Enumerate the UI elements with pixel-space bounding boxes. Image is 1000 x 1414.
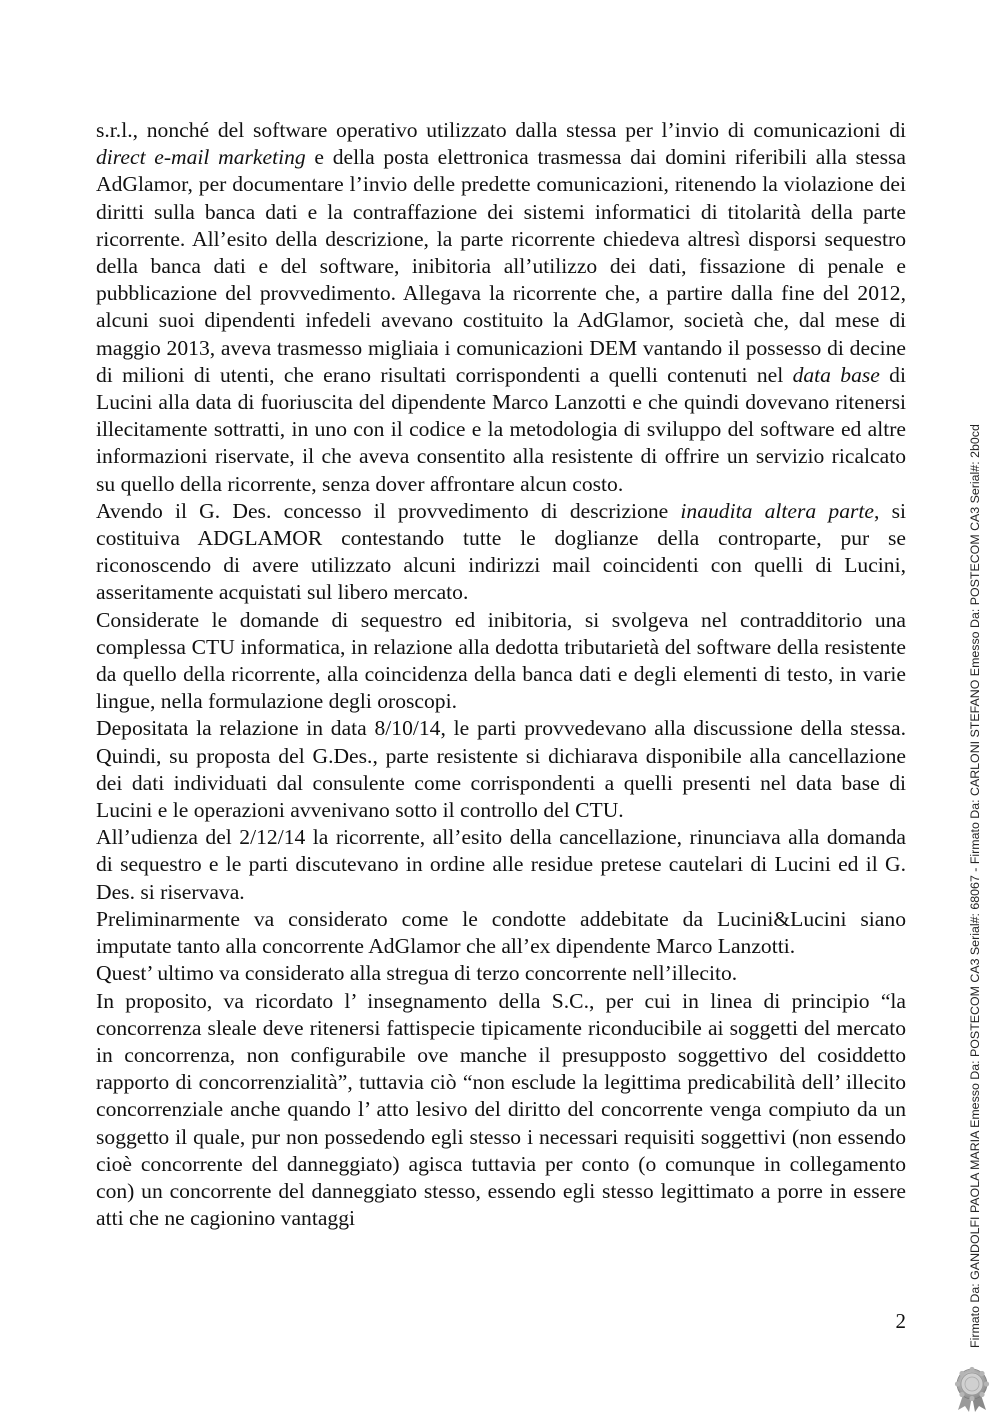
text-run: e della posta elettronica trasmessa dai domini riferibili alla stessa AdGlamor, per documentare l’invio delle predette comunicazioni, ritenendo la violazione dei diritti sulla banca dati e la contraffazione dei sistemi informatici di titolarità della parte ricorrente. All’esito della descrizione, la parte ricorrente chiedeva altresì disporsi sequestro della banca dati e del software, inibitoria all’utilizzo dei dati, fissazione di penale e pubblicazione del provvedimento. Allegava la ricorrente che, a partire dalla fine del 2012, alcuni suoi dipendenti infedeli avevano costituito la AdGlamor, società che, dal mese di maggio 2013, aveva trasmesso migliaia i comunicazioni DEM vantando il possesso di decine di milioni di utenti, che erano risultati corrispondenti a quelli contenuti nel — [96, 145, 906, 387]
paragraph — [96, 607, 906, 716]
text-run: All’udienza del 2/12/14 la ricorrente, all’esito della cancellazione, rinunciava alla domanda di sequestro e le parti discutevano in ordine alle residue pretese cautelari di Lucini ed il G. Des. si riservava. — [96, 825, 906, 904]
text-run: Avendo il G. Des. concesso il provvedimento di descrizione — [96, 498, 681, 523]
italic-term: direct e-mail marketing — [96, 145, 306, 170]
paragraph — [96, 906, 906, 960]
page-number: 2 — [895, 1309, 906, 1333]
text-run: Considerate le domande di sequestro ed inibitoria, si svolgeva nel contradditorio una complessa CTU informatica, in relazione alla dedotta tributarietà del software della resistente da quello della ricorrente, alla coincidenza della banca dati e degli elementi di testo, in varie lingue, nella formulazione degli oroscopi. — [96, 607, 906, 714]
text-run: In proposito, va ricordato l’ insegnamento della S.C., per cui in linea di principio “la concorrenza sleale deve ritenersi fattispecie tipicamente riconducibile ai soggetti del mercato in concorrenza, non configurabile ove manche il presupposto soggettivo del cosiddetto rapporto di concorrenzialità”, tuttavia ciò “non esclude la legittima predicabilità dell’ illecito concorrenziale anche quando l’ atto lesivo del diritto del concorrente venga compiuto da un soggetto il quale, pur non possedendo egli stesso i necessari requisiti soggettivi (non essendo cioè concorrente del danneggiato) agisca tuttavia per conto (o comunque in collegamento con) un concorrente del danneggiato stesso, essendo egli stesso legittimato a porre in essere atti che ne cagionino vantaggi — [96, 988, 906, 1231]
italic-term: data base — [792, 362, 880, 387]
text-run: Depositata la relazione in data 8/10/14, le parti provvedevano alla discussione della stessa. Quindi, su proposta del G.Des., parte resistente si dichiarava disponibile alla cancellazione dei dati individuati dal consulente come corrispondenti a quelli presenti nel data base di Lucini e le operazioni avvenivano sotto il controllo del CTU. — [96, 716, 906, 823]
paragraph — [96, 824, 906, 906]
text-run: s.r.l., nonché del software operativo utilizzato dalla stessa per l’invio di comunicazioni di — [96, 118, 906, 142]
text-run: Preliminarmente va considerato come le condotte addebitate da Lucini&Lucini siano imputate tanto alla concorrente AdGlamor che all’ex dipendente Marco Lanzotti. — [96, 906, 906, 959]
text-run: Quest’ ultimo va considerato alla stregua di terzo concorrente nell’illecito. — [96, 961, 738, 986]
document-body — [96, 117, 906, 1232]
paragraph — [96, 117, 906, 498]
text-run: di Lucini alla data di fuoriuscita del dipendente Marco Lanzotti e che quindi dovevano ritenersi illecitamente sottratti, in uno con il codice e la metodologia di sviluppo del software ed altre informazioni riservate, il che aveva consentito alla resistente di offrire un servizio ricalcato su quello della ricorrente, senza dover affrontare alcun costo. — [96, 362, 906, 496]
paragraph — [96, 960, 906, 987]
italic-term: inaudita altera parte — [680, 498, 874, 523]
digital-signature-strip: Firmato Da: GANDOLFI PAOLA MARIA Emesso Da: POSTECOM CA3 Serial#: 68067 - Firmato Da: CARLONI STEFANO Emesso Da: POSTECOM CA3 Serial#: 2b0cd — [968, 424, 982, 1348]
paragraph — [96, 498, 906, 607]
paragraph — [96, 715, 906, 824]
text-run: , si costituiva ADGLAMOR contestando tutte le doglianze della controparte, pur se riconoscendo di avere utilizzato alcuni indirizzi mail coincidenti con quelli di Lucini, asseritamente acquistati sul libero mercato. — [96, 498, 906, 605]
certificate-seal-icon — [950, 1366, 994, 1412]
paragraph — [96, 988, 906, 1233]
